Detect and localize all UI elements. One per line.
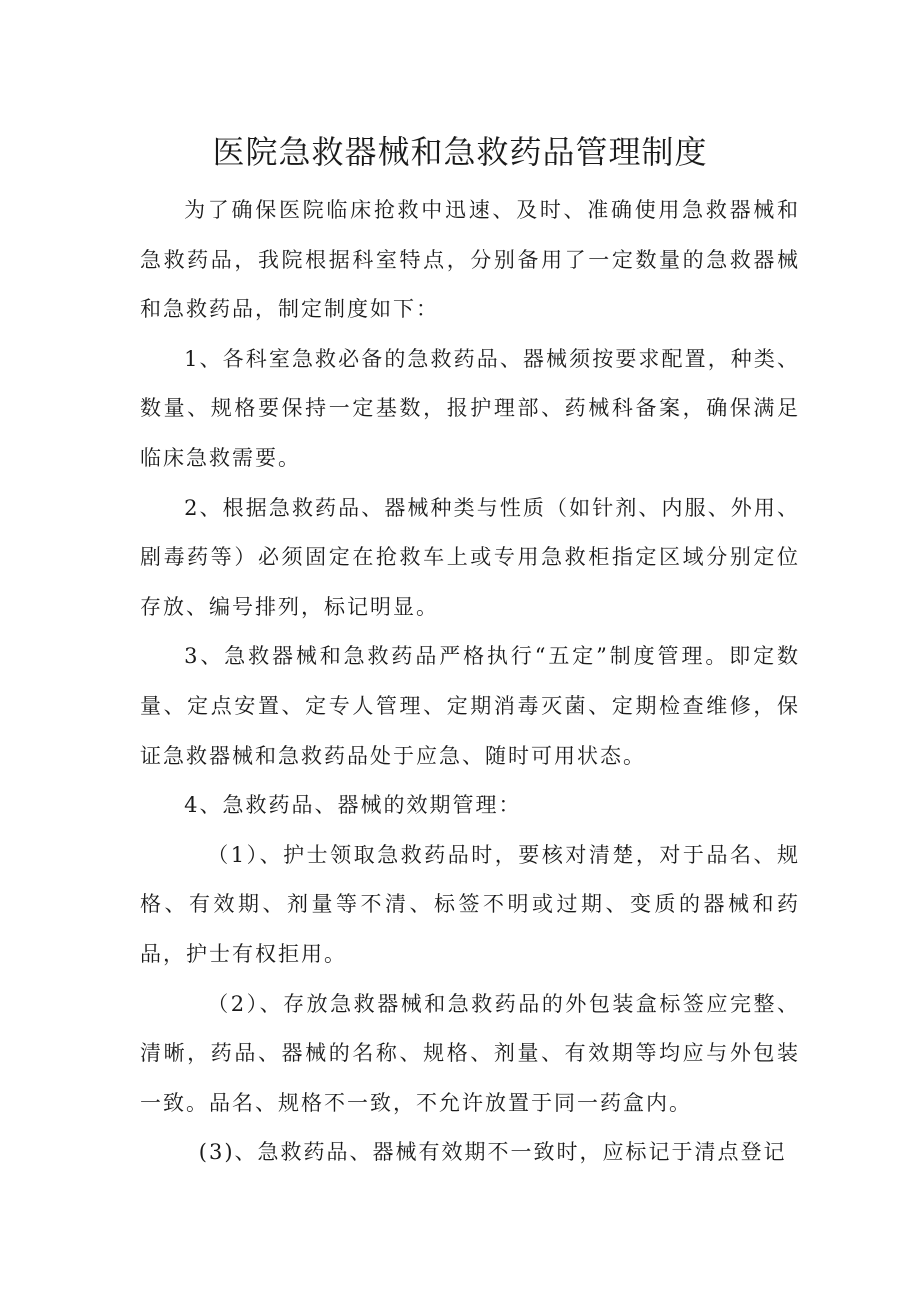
rule-2-paragraph: 2、根据急救药品、器械种类与性质（如针剂、内服、外用、剧毒药等）必须固定在抢救车上或专用急救柜指定区域分别定位存放、编号排列，标记明显。: [140, 495, 800, 619]
rule-4-heading: 4、急救药品、器械的效期管理：: [184, 793, 522, 818]
intro-paragraph: 为了确保医院临床抢救中迅速、及时、准确使用急救器械和急救药品，我院根据科室特点，分别备用了一定数量的急救器械和急救药品，制定制度如下：: [140, 198, 800, 322]
rule-3-paragraph: 3、急救器械和急救药品严格执行“五定”制度管理。即定数量、定点安置、定专人管理、定期消毒灭菌、定期检查维修，保证急救器械和急救药品处于应急、随时可用状态。: [140, 644, 800, 768]
rule-1-paragraph: 1、各科室急救必备的急救药品、器械须按要求配置，种类、数量、规格要保持一定基数，报护理部、药械科备案，确保满足临床急救需要。: [140, 346, 800, 470]
rule-4-2-paragraph: （2）、存放急救器械和急救药品的外包装盒标签应完整、清晰，药品、器械的名称、规格、剂量、有效期等均应与外包装一致。品名、规格不一致，不允许放置于同一药盒内。: [140, 991, 800, 1115]
document-title: 医院急救器械和急救药品管理制度: [212, 133, 708, 171]
rule-4-3-paragraph: (3)、急救药品、器械有效期不一致时，应标记于清点登记: [198, 1140, 787, 1165]
document-body: [140, 186, 800, 1178]
rule-4-1-paragraph: （1）、护士领取急救药品时，要核对清楚，对于品名、规格、有效期、剂量等不清、标签不明或过期、变质的器械和药品，护士有权拒用。: [140, 842, 800, 966]
